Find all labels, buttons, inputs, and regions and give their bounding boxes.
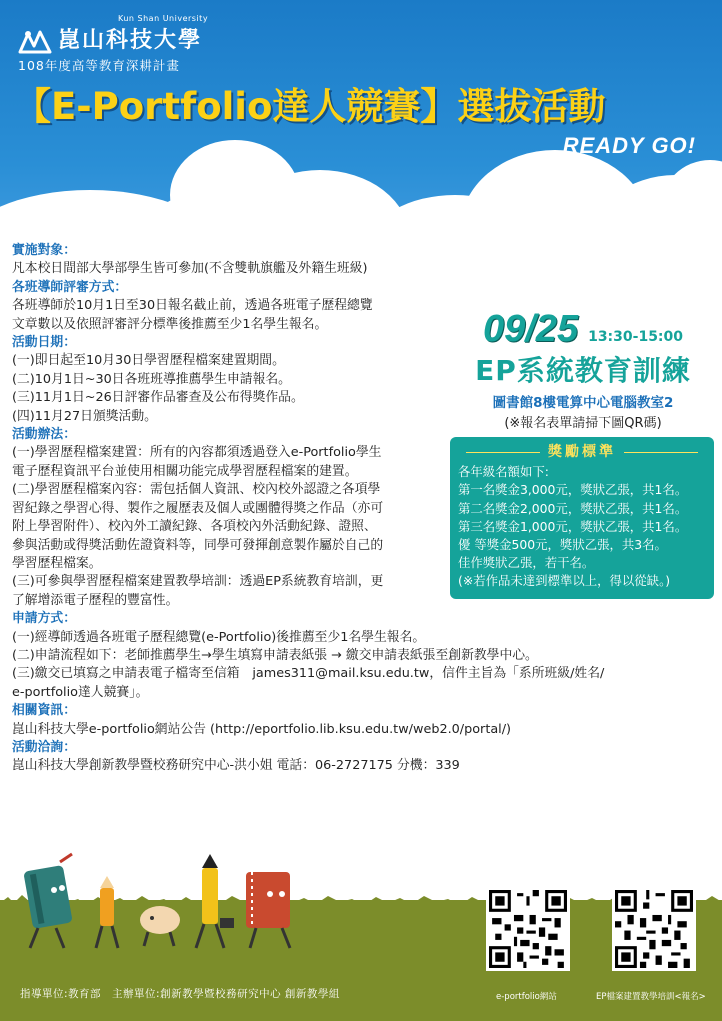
ready-go-tagline: READY GO!: [562, 133, 696, 158]
header-banner: [0, 0, 722, 235]
award-box: [450, 437, 714, 599]
section-heading-contact: 活動洽詢：: [12, 739, 76, 755]
award-line: 第一名獎金3,000元，獎狀乙張，共1名。: [458, 482, 688, 498]
review-text: 文章數以及依照評審評分標準後推薦至少1名學生報名。: [12, 316, 328, 332]
review-text: 各班導師於10月1日至30日報名截止前，透過各班電子歷程總覽: [12, 298, 373, 314]
qr-label-eportfolio: e-portfolio網站: [496, 992, 557, 1002]
section-heading-target: 實施對象：: [12, 243, 76, 258]
date-item: (四)11月27日頒獎活動。: [12, 408, 157, 424]
award-line: 佳作獎狀乙張，若干名。: [458, 555, 595, 571]
qr-code-eportfolio[interactable]: [486, 887, 570, 971]
award-line: 第三名獎金1,000元，獎狀乙張，共1名。: [458, 518, 688, 534]
section-heading-review: 各班導師評審方式：: [12, 279, 128, 295]
training-title: EP系統教育訓練: [475, 354, 691, 387]
award-line: 優 等獎金500元，獎狀乙張，共3名。: [458, 537, 667, 553]
method-text: (三)可參與學習歷程檔案建置教學培訓：透過EP系統教育培訓，更: [12, 574, 384, 590]
method-text: 附上學習附件）、校內外工讀紀錄、各項校內外活動紀錄、證照、: [12, 519, 377, 535]
training-announcement: [452, 308, 714, 431]
training-location: 圖書館8樓電算中心電腦教室2: [492, 395, 674, 411]
university-name-en: Kun Shan University: [118, 14, 209, 23]
method-text: 了解增添電子歷程的豐富性。: [12, 592, 179, 608]
cloud: [660, 160, 722, 235]
section-heading-info: 相關資訊：: [12, 703, 76, 719]
contact-text: 崑山科技大學創新教學暨校務研究中心-洪小姐 電話：06-2727175 分機：339: [12, 758, 460, 774]
training-date: 09/25: [482, 308, 579, 350]
award-line: (※若作品未達到標準以上，得以從缺。): [458, 573, 671, 589]
info-link[interactable]: 崑山科技大學e-portfolio網站公告 (http://eportfolio.lib.ksu.edu.tw/web2.0/portal/): [12, 721, 512, 737]
section-heading-apply: 申請方式：: [12, 611, 76, 627]
section-heading-method: 活動辦法：: [12, 427, 76, 443]
target-text: 凡本校日間部大學部學生皆可參加(不含雙軌旗艦及外籍生班級): [12, 261, 368, 277]
page-title: 【E-Portfolio達人競賽】選拔活動: [14, 85, 606, 128]
method-text: 學習歷程檔案。: [12, 555, 102, 571]
qr-label-registration: EP檔案建置教學培訓<報名>: [596, 992, 706, 1002]
training-note: (※報名表單請掃下圖QR碼): [504, 416, 662, 431]
apply-text: (三)繳交已填寫之申請表電子檔寄至信箱 james311@mail.ksu.edu.tw，信件主旨為「系所班級/姓名/: [12, 666, 605, 682]
award-heading-label: 獎勵標準: [548, 444, 616, 460]
award-heading: [458, 443, 706, 461]
qr-code-icon: [615, 890, 693, 968]
date-item: (三)11月1日~26日評審作品審查及公布得獎作品。: [12, 390, 304, 406]
plan-subtitle: 108年度高等教育深耕計畫: [18, 58, 180, 73]
section-heading-dates: 活動日期：: [12, 335, 76, 351]
apply-text: (一)經導師透過各班電子歷程總覽(e-Portfolio)後推薦至少1名學生報名。: [12, 629, 426, 645]
method-text: (二)學習歷程檔案內容：需包括個人資訊、校內校外認證之各項學: [12, 482, 381, 498]
method-text: (一)學習歷程檔案建置：所有的內容都須透過登入e-Portfolio學生: [12, 445, 382, 461]
training-time: 13:30-15:00: [588, 329, 684, 345]
qr-code-registration[interactable]: [612, 887, 696, 971]
organizers-text: 指導單位:教育部 主辦單位:創新教學暨校務研究中心 創新教學組: [20, 988, 340, 1000]
award-line: 各年級名額如下:: [458, 464, 549, 480]
date-item: (二)10月1日~30日各班班導推薦學生申請報名。: [12, 371, 291, 387]
qr-code-icon: [489, 890, 567, 968]
date-item: (一)即日起至10月30日學習歷程檔案建置期間。: [12, 353, 285, 369]
apply-text: (二)申請流程如下：老師推薦學生→學生填寫申請表紙張 → 繳交申請表紙張至創新教學中心。: [12, 647, 538, 663]
university-name-zh: 崑山科技大學: [58, 27, 203, 53]
ksu-logo-icon: [18, 28, 52, 54]
method-text: 習紀錄之學習心得、製作之履歷表及個人或團體得獎之作品（亦可: [12, 500, 384, 516]
method-text: 電子歷程資訊平台並使用相關功能完成學習歷程檔案的建置。: [12, 463, 358, 479]
mascot-illustration: [20, 848, 310, 953]
method-text: 參與活動或得獎活動佐證資料等，同學可發揮創意製作屬於自己的: [12, 537, 384, 553]
cloud: [170, 140, 300, 235]
award-line: 第二名獎金2,000元，獎狀乙張，共1名。: [458, 500, 688, 516]
university-logo: [18, 14, 208, 54]
apply-text: e-portfolio達人競賽」。: [12, 684, 149, 700]
